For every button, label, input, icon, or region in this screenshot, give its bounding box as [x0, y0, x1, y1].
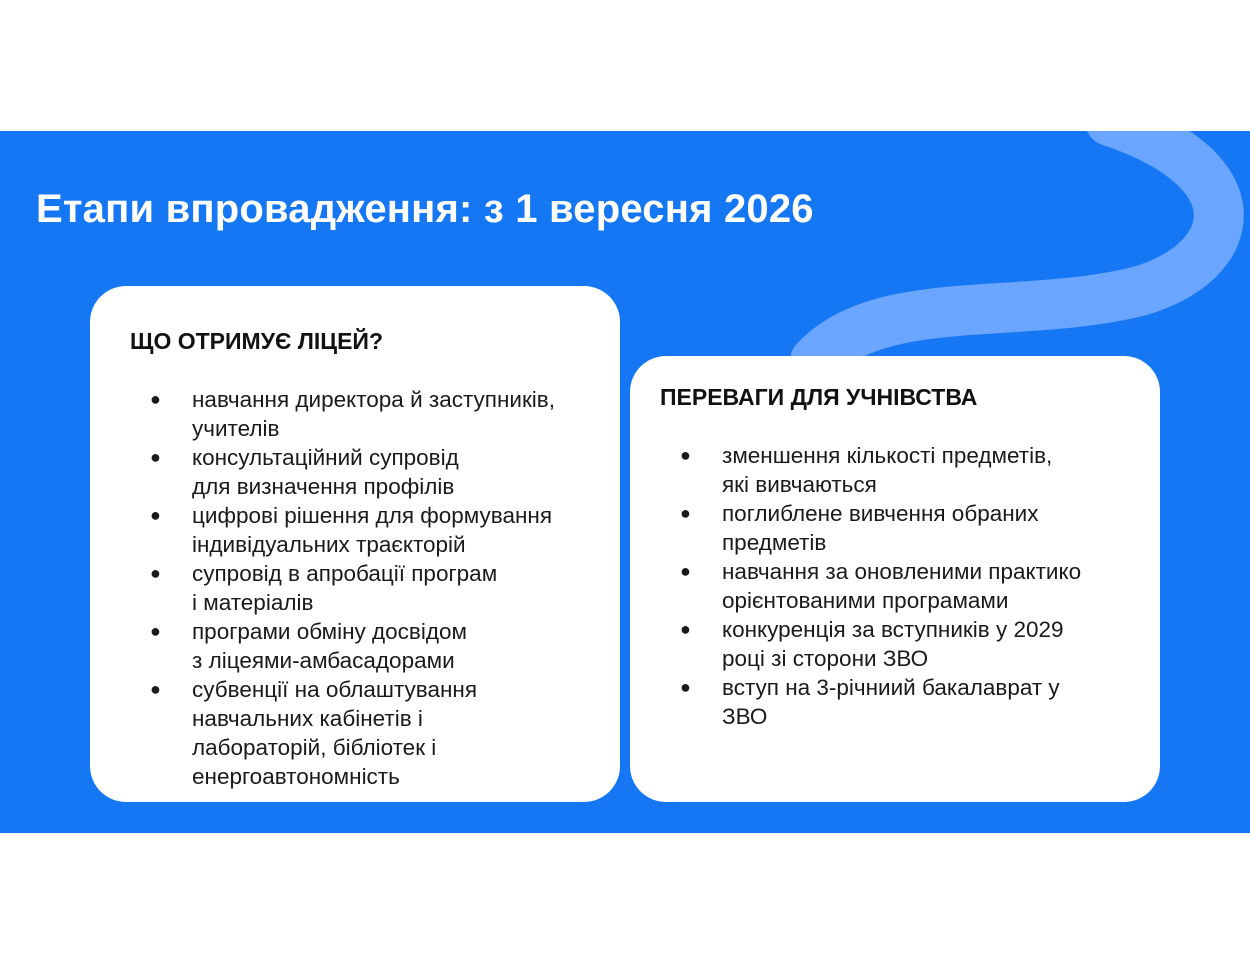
lyceum-benefits-card [90, 286, 620, 802]
lyceum-benefits-heading: ЩО ОТРИМУЄ ЛІЦЕЙ? [130, 328, 383, 354]
list-item [130, 443, 590, 501]
list-item-text: поглиблене вивчення обраних предметів [722, 501, 1039, 555]
bullet-dot-icon: ● [150, 679, 161, 699]
list-item [660, 673, 1130, 731]
list-item-text: програми обміну досвідом з ліцеями-амбасадорами [192, 619, 467, 673]
list-item-text: субвенції на облаштування навчальних кабінетів і лабораторій, бібліотек і енергоавтономність [192, 677, 477, 789]
bullet-dot-icon: ● [680, 503, 691, 523]
list-item [130, 385, 590, 443]
bullet-dot-icon: ● [680, 677, 691, 697]
list-item-text: супровід в апробації програм і матеріалів [192, 561, 498, 615]
list-item-text: консультаційний супровід для визначення профілів [192, 445, 459, 499]
student-benefits-heading: ПЕРЕВАГИ ДЛЯ УЧНІВСТВА [660, 384, 978, 410]
bullet-dot-icon: ● [150, 505, 161, 525]
bullet-dot-icon: ● [680, 561, 691, 581]
bullet-dot-icon: ● [150, 621, 161, 641]
list-item [130, 675, 590, 791]
bullet-dot-icon: ● [150, 389, 161, 409]
list-item [660, 557, 1130, 615]
list-item-text: навчання за оновленими практико орієнтованими програмами [722, 559, 1082, 613]
bullet-dot-icon: ● [680, 619, 691, 639]
slide [0, 131, 1250, 833]
student-benefits-card [630, 356, 1160, 802]
list-item-text: зменшення кількості предметів, які вивчаються [722, 443, 1053, 497]
list-item [130, 501, 590, 559]
lyceum-benefits-list [130, 385, 590, 791]
bullet-dot-icon: ● [150, 447, 161, 467]
list-item [660, 441, 1130, 499]
slide-title: Етапи впровадження: з 1 вересня 2026 [36, 187, 814, 231]
list-item-text: вступ на 3-річниий бакалаврат у ЗВО [722, 675, 1060, 729]
list-item-text: навчання директора й заступників, учителів [192, 387, 555, 441]
bullet-dot-icon: ● [680, 445, 691, 465]
list-item [660, 499, 1130, 557]
list-item-text: цифрові рішення для формування індивідуальних траєкторій [192, 503, 553, 557]
list-item-text: конкуренція за вступників у 2029 році зі сторони ЗВО [722, 617, 1064, 671]
student-benefits-list [660, 441, 1130, 731]
list-item [130, 559, 590, 617]
list-item [130, 617, 590, 675]
list-item [660, 615, 1130, 673]
bullet-dot-icon: ● [150, 563, 161, 583]
